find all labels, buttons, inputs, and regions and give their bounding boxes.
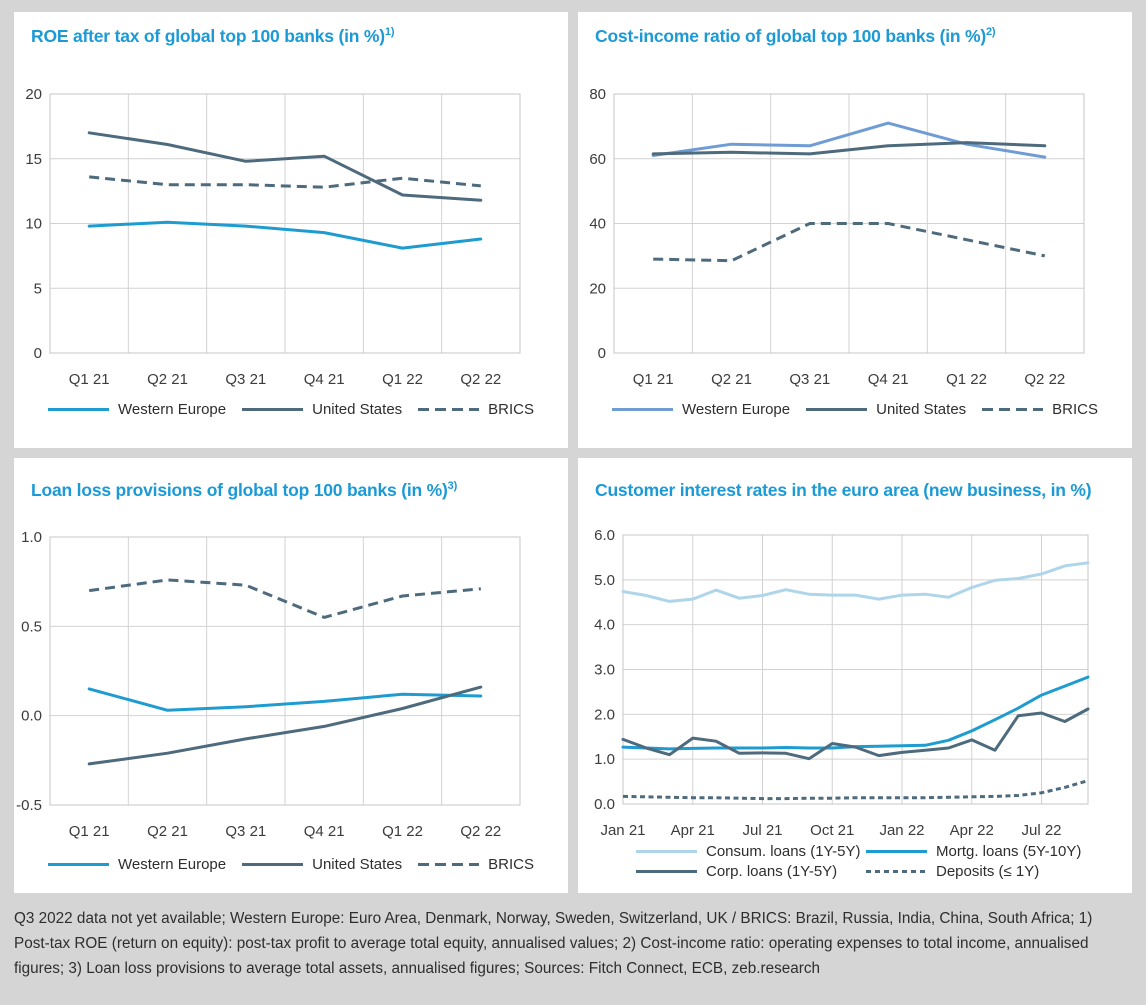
legend-item-united-states bbox=[242, 856, 402, 873]
x-axis-tick-label: Q2 21 bbox=[711, 371, 752, 388]
chart-legend-loan-loss bbox=[14, 856, 568, 873]
footnote-marker: 1) bbox=[384, 26, 395, 39]
x-axis-tick-label: Q1 21 bbox=[68, 371, 110, 388]
y-axis-tick-label: 20 bbox=[25, 86, 42, 103]
legend-label: Western Europe bbox=[117, 856, 227, 873]
y-axis-tick-label: 5.0 bbox=[594, 571, 615, 589]
footnote-marker: 3) bbox=[447, 480, 458, 493]
y-axis-tick-label: 0.0 bbox=[594, 796, 615, 813]
legend-label: BRICS bbox=[488, 856, 535, 873]
chart-panel-loan-loss bbox=[14, 458, 568, 893]
line-chart-loan-loss bbox=[14, 458, 568, 893]
x-axis-tick-label: Q2 22 bbox=[460, 823, 502, 840]
x-axis-tick-label: Apr 22 bbox=[949, 822, 994, 839]
x-axis-tick-label: Q1 21 bbox=[68, 823, 110, 840]
chart-panel-cost-income bbox=[578, 12, 1132, 448]
x-axis-tick-label: Q3 21 bbox=[225, 371, 267, 388]
y-axis-tick-label: 10 bbox=[25, 215, 42, 233]
legend-item-western-europe bbox=[48, 401, 226, 418]
legend-line-sample bbox=[612, 408, 673, 411]
legend-label: BRICS bbox=[1052, 401, 1099, 418]
line-chart-roe bbox=[14, 12, 568, 448]
legend-item-brics bbox=[418, 856, 534, 873]
x-axis-tick-label: Q2 21 bbox=[147, 823, 188, 840]
x-axis-tick-label: Q1 22 bbox=[382, 371, 423, 388]
y-axis-tick-label: 1.0 bbox=[21, 529, 42, 546]
x-axis-tick-label: Jul 21 bbox=[742, 822, 783, 839]
line-chart-cost-income bbox=[578, 12, 1132, 448]
line-chart-interest-rates bbox=[578, 458, 1132, 893]
y-axis-tick-label: -0.5 bbox=[16, 797, 42, 814]
legend-line-sample bbox=[48, 863, 109, 866]
legend-item-brics bbox=[418, 401, 534, 418]
chart-panel-interest-rates bbox=[578, 458, 1132, 893]
y-axis-tick-label: 1.0 bbox=[594, 751, 615, 769]
x-axis-tick-label: Q1 22 bbox=[382, 823, 423, 840]
legend-label: Western Europe bbox=[117, 401, 227, 418]
x-axis-tick-label: Apr 21 bbox=[670, 822, 715, 839]
legend-item-united-states bbox=[242, 401, 402, 418]
legend-line-sample bbox=[418, 408, 479, 411]
y-axis-tick-label: 0.0 bbox=[21, 707, 42, 725]
y-axis-tick-label: 6.0 bbox=[594, 527, 615, 544]
y-axis-tick-label: 0 bbox=[33, 345, 42, 362]
y-axis-tick-label: 0.5 bbox=[21, 618, 42, 636]
x-axis-tick-label: Q2 22 bbox=[460, 371, 502, 388]
legend-line-sample bbox=[636, 850, 697, 853]
legend-item-consum-loans-1y-5y bbox=[636, 843, 866, 860]
footnote-marker: 2) bbox=[986, 26, 996, 39]
x-axis-tick-label: Jan 21 bbox=[600, 822, 646, 839]
y-axis-tick-label: 40 bbox=[589, 215, 606, 233]
legend-line-sample bbox=[418, 863, 479, 866]
legend-line-sample bbox=[242, 863, 303, 866]
chart-title-text: Cost-income ratio of global top 100 banks (in %) bbox=[595, 26, 986, 46]
legend-label: United States bbox=[312, 856, 403, 873]
chart-panel-roe bbox=[14, 12, 568, 448]
legend-line-sample bbox=[982, 408, 1043, 411]
y-axis-tick-label: 20 bbox=[589, 280, 606, 298]
x-axis-tick-label: Q1 21 bbox=[632, 371, 674, 388]
x-axis-tick-label: Q1 22 bbox=[946, 371, 987, 388]
x-axis-tick-label: Jan 22 bbox=[879, 822, 925, 839]
legend-item-western-europe bbox=[612, 401, 790, 418]
legend-label: United States bbox=[876, 401, 967, 418]
legend-label: Consum. loans (1Y-5Y) bbox=[706, 843, 861, 860]
x-axis-tick-label: Q2 21 bbox=[147, 371, 188, 388]
legend-line-sample bbox=[636, 870, 697, 873]
y-axis-tick-label: 0 bbox=[597, 345, 606, 362]
legend-label: Deposits (≤ 1Y) bbox=[936, 863, 1040, 880]
x-axis-tick-label: Q4 21 bbox=[303, 371, 345, 388]
legend-line-sample bbox=[806, 408, 867, 411]
legend-item-united-states bbox=[806, 401, 966, 418]
legend-label: United States bbox=[312, 401, 403, 418]
legend-item-western-europe bbox=[48, 856, 226, 873]
y-axis-tick-label: 3.0 bbox=[594, 661, 615, 679]
footnote: Q3 2022 data not yet available; Western Europe: Euro Area, Denmark, Norway, Sweden, Switzerland, UK / BRICS: Brazil, Russia, India, China, South Africa; 1) Post-tax ROE (return on equity): post-tax profit to average total equity, annualised values; 2) Cost-income ratio: operating expenses to total income, annualised figures; 3) Loan loss provisions to average total assets, annualised figures; Sources: Fitch Connect, ECB, zeb.research bbox=[14, 910, 1093, 977]
legend-item-corp-loans-1y-5y bbox=[636, 863, 866, 880]
x-axis-tick-label: Q3 21 bbox=[225, 823, 267, 840]
x-axis-tick-label: Oct 21 bbox=[810, 822, 855, 839]
legend-label: Corp. loans (1Y-5Y) bbox=[706, 863, 838, 880]
chart-legend-cost-income bbox=[578, 401, 1132, 418]
legend-item-brics bbox=[982, 401, 1098, 418]
legend-line-sample bbox=[48, 408, 109, 411]
chart-title-text: Loan loss provisions of global top 100 banks (in %) bbox=[31, 480, 448, 500]
legend-label: Mortg. loans (5Y-10Y) bbox=[936, 843, 1082, 860]
chart-legend-interest-rates bbox=[636, 843, 1132, 880]
x-axis-tick-label: Q3 21 bbox=[789, 371, 831, 388]
legend-label: Western Europe bbox=[681, 401, 791, 418]
y-axis-tick-label: 80 bbox=[589, 86, 606, 103]
legend-item-deposits-1y bbox=[866, 863, 1081, 880]
y-axis-tick-label: 15 bbox=[25, 150, 42, 168]
x-axis-tick-label: Q4 21 bbox=[303, 823, 345, 840]
x-axis-tick-label: Q2 22 bbox=[1024, 371, 1066, 388]
y-axis-tick-label: 60 bbox=[589, 150, 606, 168]
y-axis-tick-label: 5 bbox=[33, 280, 42, 298]
y-axis-tick-label: 4.0 bbox=[594, 616, 615, 634]
x-axis-tick-label: Q4 21 bbox=[867, 371, 909, 388]
legend-line-sample bbox=[866, 850, 927, 853]
legend-item-mortg-loans-5y-10y bbox=[866, 843, 1081, 860]
legend-line-sample bbox=[242, 408, 303, 411]
chart-title-text: Customer interest rates in the euro area (new business, in %) bbox=[595, 480, 1092, 500]
chart-title-text: ROE after tax of global top 100 banks (in %) bbox=[31, 26, 385, 46]
legend-label: BRICS bbox=[488, 401, 535, 418]
x-axis-tick-label: Jul 22 bbox=[1021, 822, 1062, 839]
chart-legend-roe bbox=[14, 401, 568, 418]
legend-line-sample bbox=[866, 870, 927, 873]
y-axis-tick-label: 2.0 bbox=[594, 706, 615, 724]
